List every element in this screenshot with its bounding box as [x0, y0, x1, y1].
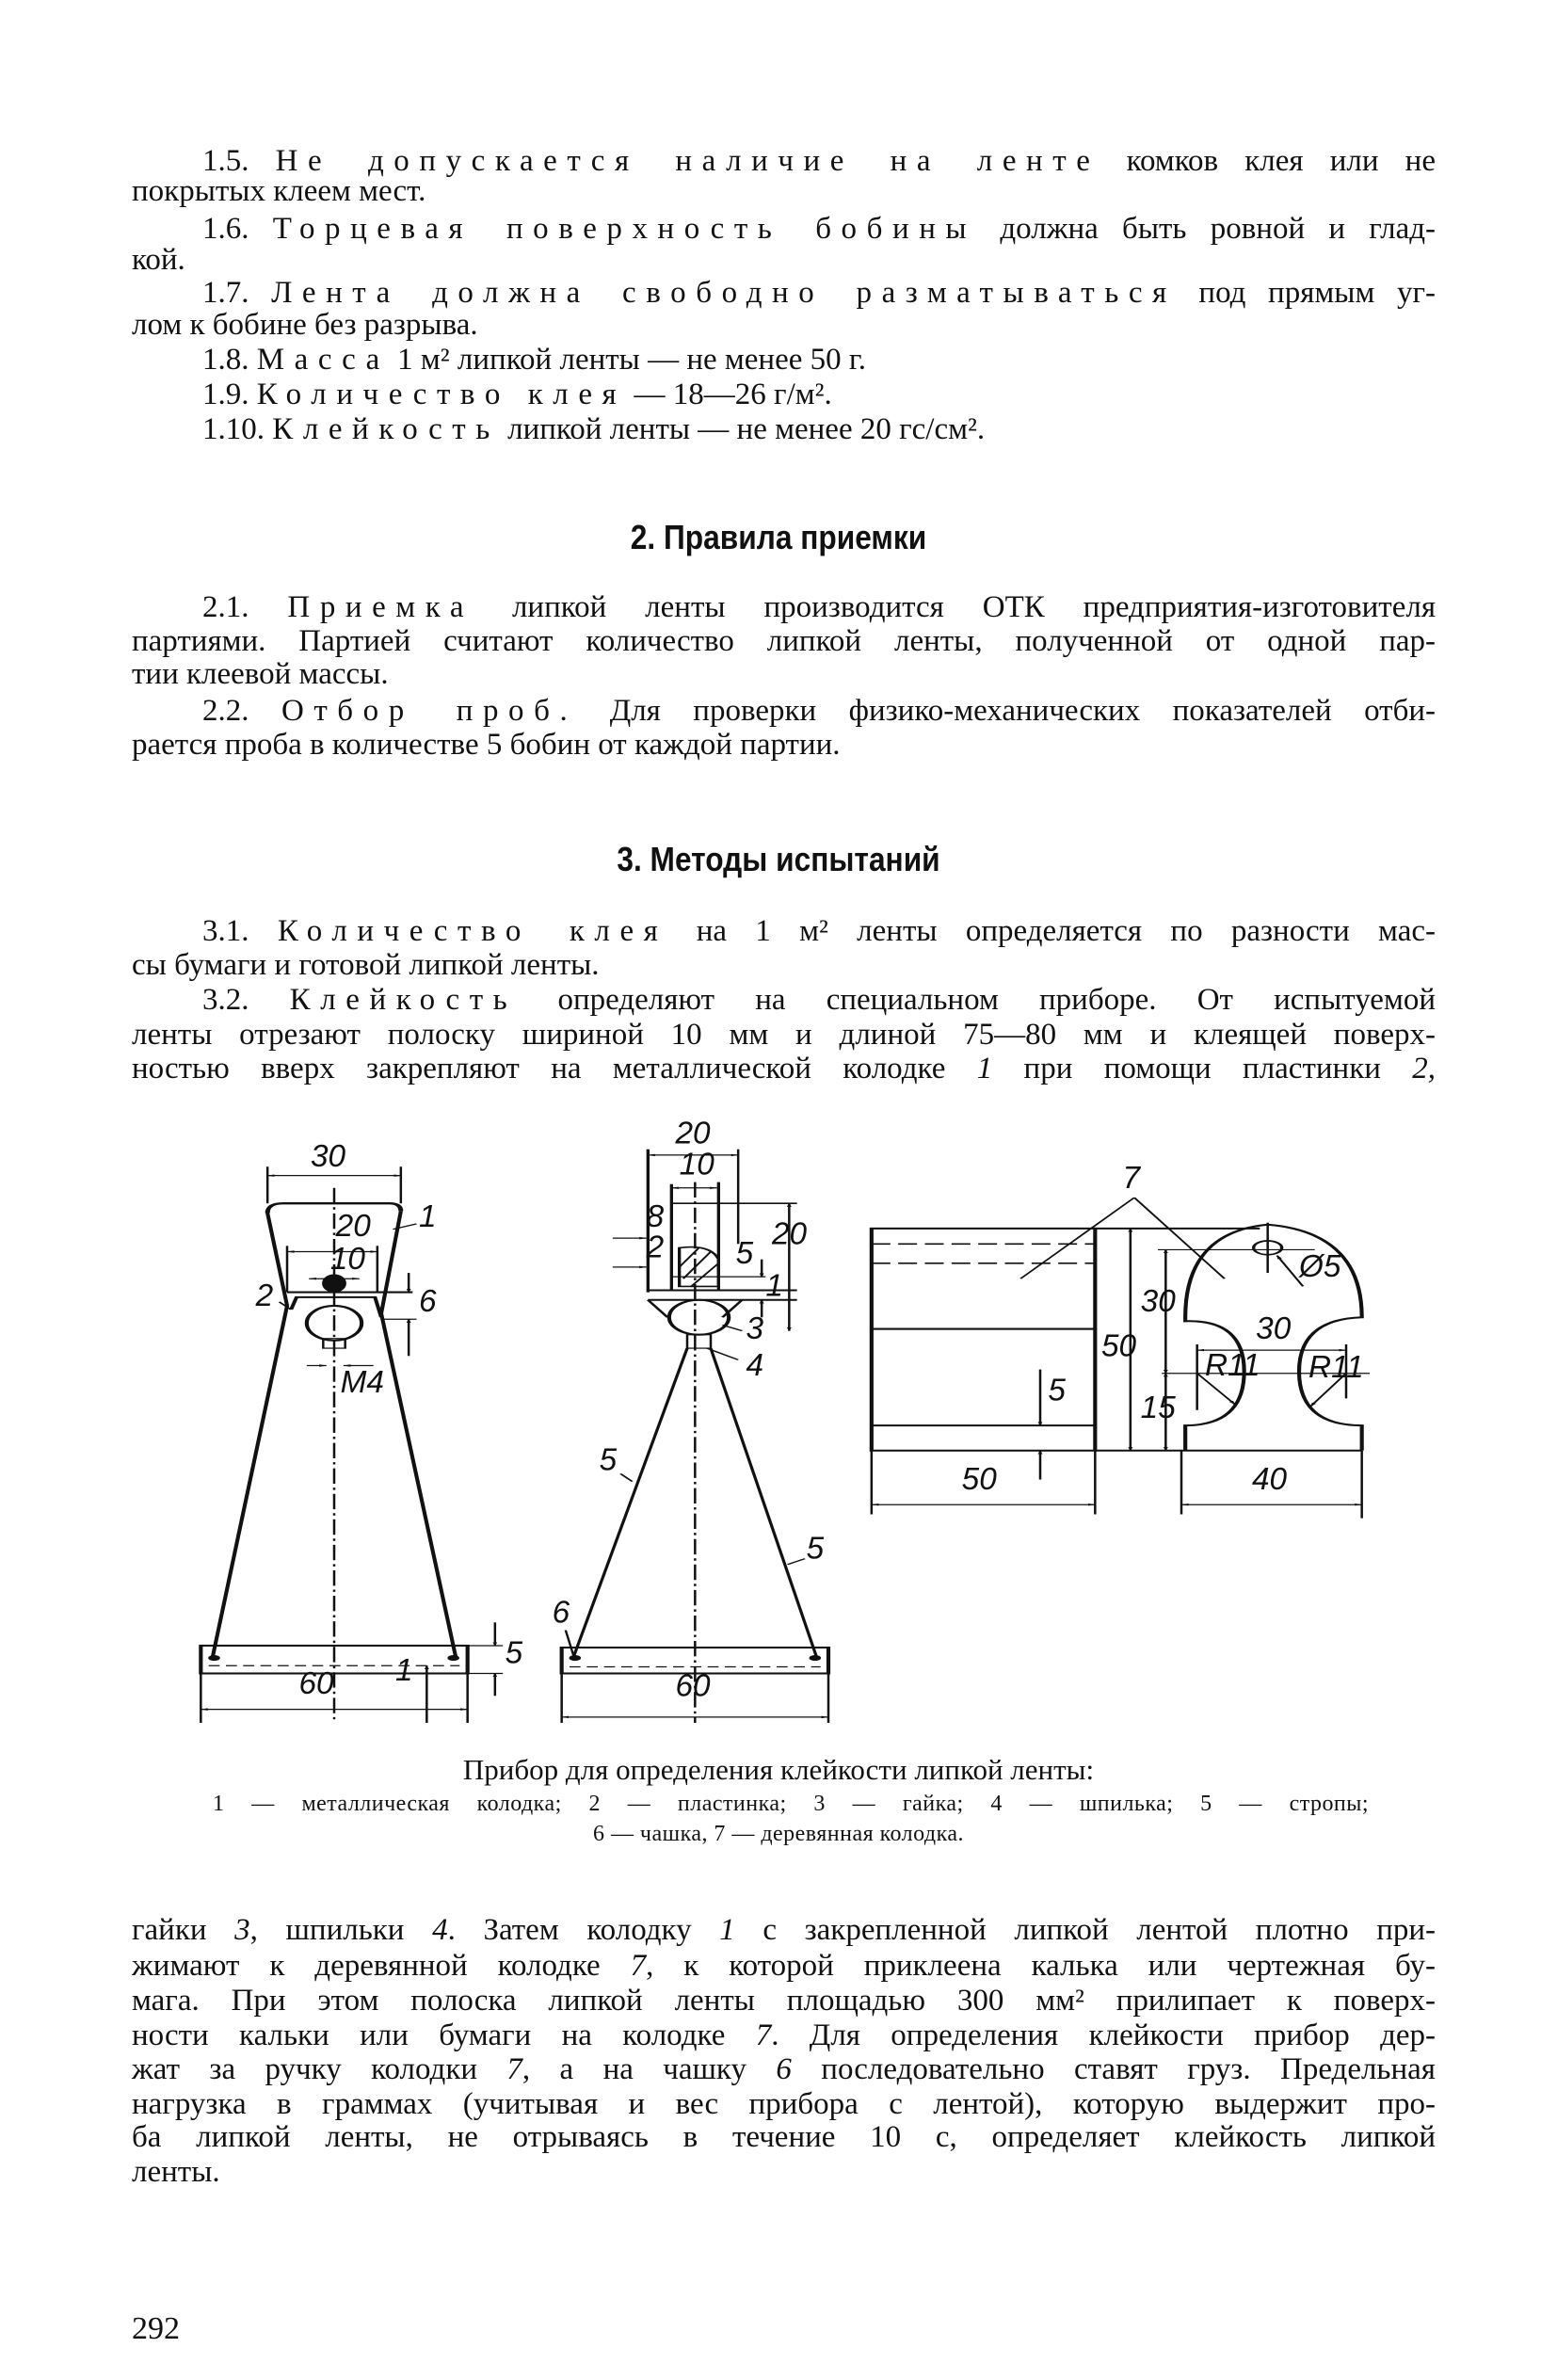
text-segment: на 1 м² ленты определяется по разности мас-: [667, 914, 1437, 948]
text-segment: комков клея или не: [1100, 144, 1436, 178]
text-line: [202, 411, 985, 447]
figure-caption-legend-line2: 6 — чашка, 7 — деревянная колодка.: [593, 1822, 964, 1846]
spaced-term: Количество клея: [277, 914, 668, 948]
dimension-label-right-p7: 7: [1122, 1160, 1141, 1196]
text-segment: 7: [506, 2052, 522, 2086]
page-number: 292: [132, 2311, 180, 2346]
text-segment: нагрузка в граммах (учитывая и вес прибора с лентой), которую выдержит про-: [132, 2087, 1436, 2121]
dimension-label-left-d20: 20: [335, 1209, 371, 1245]
dimension-label-middle-p5b: 5: [806, 1531, 825, 1567]
text-line: [132, 1912, 1436, 1948]
text-line: [132, 727, 841, 763]
text-line: [132, 2051, 1436, 2087]
text-line: [132, 623, 1436, 659]
figure-caption-legend-line1: 1 — металлическая колодка; 2 — пластинка; 3 — гайка; 4 — шпилька; 5 — стропы;: [213, 1792, 1369, 1816]
dimension-label-left-d30: 30: [311, 1139, 346, 1175]
spaced-term: Лента должна свободно разматываться: [271, 276, 1177, 310]
text-segment: липкой ленты производится ОТК предприятия-изготовителя: [474, 590, 1436, 624]
text-segment: 1.10.: [202, 412, 273, 446]
text-line: [202, 275, 1436, 311]
text-segment: 1.7.: [202, 276, 272, 310]
text-segment: . Затем колодку: [447, 1913, 720, 1947]
text-segment: 2.2.: [202, 694, 281, 728]
text-line: [132, 1983, 1436, 2018]
text-segment: 1: [976, 1052, 993, 1085]
spaced-term: Приемка: [287, 590, 474, 624]
text-segment: 1 м² липкой ленты — не менее 50 г.: [389, 343, 866, 377]
dimension-label-middle-d60: 60: [675, 1668, 711, 1704]
spaced-term: Масса: [256, 343, 390, 377]
text-line: [132, 307, 478, 343]
dimension-label-right-d15: 15: [1140, 1390, 1176, 1425]
text-segment: 2.1.: [202, 590, 288, 624]
spaced-term: Отбор проб.: [281, 694, 578, 728]
text-segment: 3.2.: [202, 983, 290, 1017]
text-line: [202, 211, 1436, 247]
text-segment: жат за ручку колодки: [132, 2052, 507, 2086]
text-segment: лом к бобине без разрыва.: [132, 308, 478, 342]
text-segment: при помощи пластинки: [992, 1052, 1413, 1085]
dimension-label-left-d60: 60: [298, 1666, 334, 1702]
text-line: [132, 173, 425, 209]
text-segment: ностью вверх закрепляют на металлической колодке: [132, 1052, 977, 1085]
dimension-label-middle-p5a: 5: [599, 1442, 618, 1478]
section-heading-acceptance: 2. Правила приемки: [630, 518, 927, 556]
figure-caption-title: Прибор для определения клейкости липкой ленты:: [462, 1753, 1095, 1786]
text-segment: 1.5.: [202, 144, 276, 178]
text-line: [202, 589, 1436, 625]
text-segment: 6: [776, 2052, 792, 2086]
dimension-label-right-d40: 40: [1252, 1461, 1288, 1497]
text-line: [202, 377, 832, 412]
text-line: [132, 947, 600, 983]
text-segment: ленты отрезают полоску шириной 10 мм и длиной 75—80 мм и клеящей поверх-: [132, 1018, 1436, 1052]
text-segment: 7: [755, 2018, 772, 2052]
dimension-label-left-d5: 5: [505, 1635, 523, 1671]
text-segment: покрытых клеем мест.: [132, 174, 426, 208]
text-line: [132, 656, 389, 692]
text-segment: партиями. Партией считают количество липкой ленты, полученной от одной пар-: [132, 624, 1436, 658]
text-segment: тии клеевой массы.: [132, 657, 389, 691]
text-line: [132, 1051, 1436, 1086]
spaced-term: Клейкость: [289, 983, 518, 1017]
text-segment: определяют на специальном приборе. От испытуемой: [517, 983, 1437, 1017]
text-segment: под прямым уг-: [1176, 276, 1436, 310]
dimension-label-middle-d1: 1: [765, 1268, 783, 1304]
dimension-label-middle-p3: 3: [746, 1311, 764, 1346]
text-segment: , шпильки: [249, 1913, 433, 1947]
text-segment: ности кальки или бумаги на колодке: [132, 2018, 756, 2052]
text-segment: мага. При этом полоска липкой ленты площадью 300 мм² прилипает к поверх-: [132, 1984, 1436, 2018]
text-segment: кой.: [132, 243, 185, 277]
spaced-term: Клейкость: [272, 412, 500, 446]
text-segment: 3: [234, 1913, 250, 1947]
dimension-label-right-phi5: Ø5: [1299, 1249, 1341, 1285]
dimension-label-left-d1: 1: [395, 1652, 413, 1688]
text-segment: — 18—26 г/м².: [626, 378, 832, 411]
text-line: [202, 982, 1436, 1018]
text-segment: 3.1.: [202, 914, 278, 948]
text-segment: 1.8.: [202, 343, 257, 377]
text-segment: 1.9.: [202, 378, 257, 411]
spaced-term: Торцевая поверхность бобины: [272, 212, 977, 246]
dimension-label-right-d30: 30: [1256, 1311, 1292, 1346]
drawing-labels: [255, 1120, 1364, 1703]
text-line: [132, 2154, 220, 2190]
text-line: [132, 242, 185, 278]
text-segment: гайки: [132, 1913, 235, 1947]
text-line: [202, 342, 866, 378]
text-line: [132, 1017, 1436, 1053]
text-segment: последовательно ставят груз. Предельная: [791, 2052, 1436, 2086]
text-segment: , к которой приклеена калька или чертежная бу-: [646, 1949, 1436, 1983]
dimension-label-right-r11b: R11: [1308, 1349, 1364, 1385]
dimension-label-right-d30v: 30: [1140, 1284, 1176, 1320]
dimension-label-left-p2: 2: [255, 1278, 274, 1313]
dimension-label-middle-d5: 5: [735, 1235, 754, 1271]
text-segment: рается проба в количестве 5 бобин от каждой партии.: [132, 728, 841, 762]
dimension-label-left-d10: 10: [329, 1241, 365, 1277]
text-line: [132, 2086, 1436, 2122]
spaced-term: Количество клея: [256, 378, 627, 411]
text-segment: липкой ленты — не менее 20 гс/см².: [499, 412, 986, 446]
dimension-label-middle-p4: 4: [746, 1347, 764, 1383]
text-line: [202, 693, 1436, 729]
text-line: [132, 2119, 1436, 2155]
dimension-label-middle-d20: 20: [675, 1120, 711, 1151]
dimension-label-middle-p6: 6: [552, 1595, 570, 1631]
dimension-label-middle-d20v: 20: [772, 1216, 808, 1252]
text-segment: Для проверки физико-механических показателей отби-: [577, 694, 1437, 728]
dimension-label-middle-d2: 2: [646, 1230, 665, 1265]
text-segment: с закрепленной липкой лентой плотно при-: [734, 1913, 1436, 1947]
text-segment: должна быть ровной и глад-: [976, 212, 1436, 246]
text-segment: 2,: [1412, 1052, 1436, 1085]
section-heading-test-methods: 3. Методы испытаний: [617, 840, 940, 878]
dimension-label-left-p1: 1: [419, 1198, 437, 1234]
text-segment: 7: [630, 1949, 647, 1983]
text-segment: сы бумаги и готовой липкой ленты.: [132, 948, 600, 982]
text-segment: ба липкой ленты, не отрываясь в течение 10 с, определяет клейкость липкой: [132, 2120, 1436, 2154]
text-line: [202, 913, 1436, 949]
text-segment: ленты.: [132, 2155, 220, 2189]
dimension-label-middle-d8: 8: [646, 1198, 665, 1234]
text-segment: , а на чашку: [522, 2052, 777, 2086]
text-segment: . Для определения клейкости прибор дер-: [771, 2018, 1436, 2052]
text-line: [132, 2018, 1436, 2053]
text-segment: 4: [432, 1913, 448, 1947]
text-segment: 1: [719, 1913, 735, 1947]
dimension-label-right-d50: 50: [961, 1461, 997, 1497]
text-segment: жимают к деревянной колодке: [132, 1949, 631, 1983]
text-line: [132, 1948, 1436, 1984]
spaced-term: Не допускается наличие на ленте: [275, 144, 1100, 178]
adhesion-test-device-drawing: [169, 1120, 1393, 1723]
dimension-label-right-r11a: R11: [1205, 1347, 1260, 1383]
dimension-label-right-d50v: 50: [1101, 1328, 1137, 1364]
dimension-label-left-d6: 6: [419, 1284, 437, 1320]
text-segment: 1.6.: [202, 212, 273, 246]
dimension-label-right-d5: 5: [1048, 1373, 1066, 1408]
dimension-label-middle-d10: 10: [679, 1147, 714, 1182]
dimension-label-left-m4: М4: [340, 1365, 384, 1401]
